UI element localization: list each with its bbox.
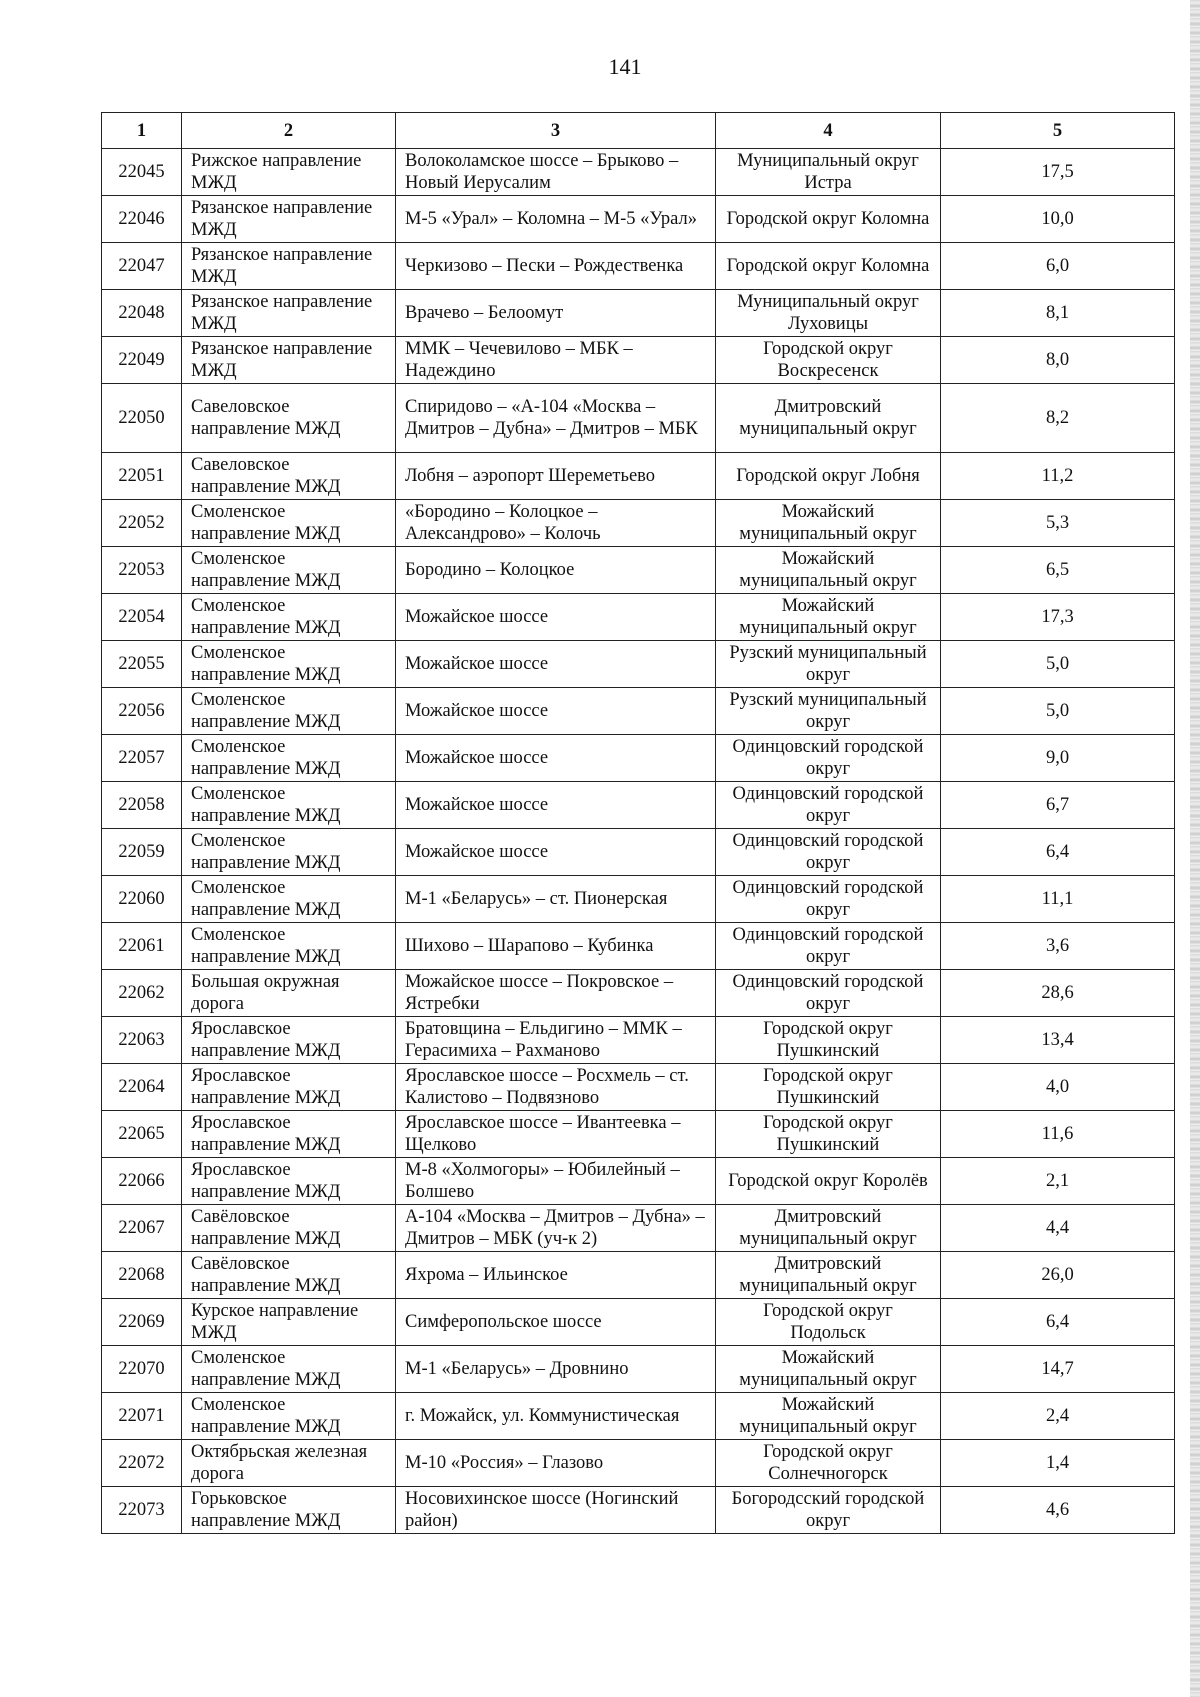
cell-route: Можайское шоссе – Покровское – Ястребки: [396, 970, 716, 1017]
cell-number: 22051: [102, 453, 182, 500]
column-header: 4: [716, 113, 941, 149]
cell-number: 22073: [102, 1487, 182, 1534]
cell-district: Городской округ Солнечногорск: [716, 1440, 941, 1487]
cell-length: 8,1: [941, 290, 1175, 337]
cell-route: М-1 «Беларусь» – ст. Пионерская: [396, 876, 716, 923]
cell-route: Можайское шоссе: [396, 688, 716, 735]
table-row: [102, 688, 1175, 735]
cell-district: Городской округ Пушкинский: [716, 1064, 941, 1111]
cell-route: Носовихинское шоссе (Ногинский район): [396, 1487, 716, 1534]
cell-number: 22046: [102, 196, 182, 243]
cell-direction: Рязанское направление МЖД: [182, 290, 396, 337]
cell-length: 11,1: [941, 876, 1175, 923]
cell-direction: Смоленское направление МЖД: [182, 500, 396, 547]
cell-direction: Рязанское направление МЖД: [182, 243, 396, 290]
table-row: [102, 149, 1175, 196]
cell-route: Лобня – аэропорт Шереметьево: [396, 453, 716, 500]
table-row: [102, 1111, 1175, 1158]
cell-length: 10,0: [941, 196, 1175, 243]
cell-route: Шихово – Шарапово – Кубинка: [396, 923, 716, 970]
cell-route: Спиридово – «А-104 «Москва – Дмитров – Дубна» – Дмитров – МБК: [396, 384, 716, 453]
cell-number: 22061: [102, 923, 182, 970]
cell-direction: Смоленское направление МЖД: [182, 641, 396, 688]
cell-length: 5,3: [941, 500, 1175, 547]
cell-district: Рузский муниципальный округ: [716, 688, 941, 735]
cell-district: Одинцовский городской округ: [716, 782, 941, 829]
column-header: 1: [102, 113, 182, 149]
table-row: [102, 829, 1175, 876]
cell-length: 28,6: [941, 970, 1175, 1017]
cell-direction: Смоленское направление МЖД: [182, 1393, 396, 1440]
cell-number: 22052: [102, 500, 182, 547]
cell-route: Ярославское шоссе – Ивантеевка – Щелково: [396, 1111, 716, 1158]
cell-route: «Бородино – Колоцкое – Александрово» – Колочь: [396, 500, 716, 547]
cell-direction: Октябрьская железная дорога: [182, 1440, 396, 1487]
cell-number: 22048: [102, 290, 182, 337]
table-row: [102, 243, 1175, 290]
cell-length: 4,0: [941, 1064, 1175, 1111]
cell-length: 17,5: [941, 149, 1175, 196]
cell-direction: Смоленское направление МЖД: [182, 688, 396, 735]
cell-number: 22064: [102, 1064, 182, 1111]
cell-district: Одинцовский городской округ: [716, 735, 941, 782]
table-row: [102, 641, 1175, 688]
scan-edge-artifact: [1190, 0, 1200, 1697]
cell-district: Одинцовский городской округ: [716, 876, 941, 923]
cell-direction: Рязанское направление МЖД: [182, 337, 396, 384]
cell-route: Можайское шоссе: [396, 829, 716, 876]
cell-route: Симферопольское шоссе: [396, 1299, 716, 1346]
cell-number: 22063: [102, 1017, 182, 1064]
cell-direction: Смоленское направление МЖД: [182, 876, 396, 923]
cell-number: 22056: [102, 688, 182, 735]
table-row: [102, 1299, 1175, 1346]
cell-route: Бородино – Колоцкое: [396, 547, 716, 594]
cell-district: Городской округ Коломна: [716, 196, 941, 243]
cell-direction: Смоленское направление МЖД: [182, 735, 396, 782]
table-row: [102, 1440, 1175, 1487]
cell-district: Городской округ Лобня: [716, 453, 941, 500]
cell-district: Можайский муниципальный округ: [716, 1346, 941, 1393]
table-row: [102, 337, 1175, 384]
cell-route: М-8 «Холмогоры» – Юбилейный – Болшево: [396, 1158, 716, 1205]
cell-district: Можайский муниципальный округ: [716, 594, 941, 641]
cell-length: 2,1: [941, 1158, 1175, 1205]
cell-number: 22049: [102, 337, 182, 384]
cell-direction: Ярославское направление МЖД: [182, 1064, 396, 1111]
cell-direction: Савеловское направление МЖД: [182, 453, 396, 500]
cell-direction: Ярославское направление МЖД: [182, 1158, 396, 1205]
cell-route: ММК – Чечевилово – МБК – Надеждино: [396, 337, 716, 384]
table-row: [102, 782, 1175, 829]
cell-direction: Смоленское направление МЖД: [182, 923, 396, 970]
cell-length: 1,4: [941, 1440, 1175, 1487]
cell-number: 22059: [102, 829, 182, 876]
cell-district: Муниципальный округ Луховицы: [716, 290, 941, 337]
table-row: [102, 384, 1175, 453]
cell-direction: Горьковское направление МЖД: [182, 1487, 396, 1534]
cell-direction: Рязанское направление МЖД: [182, 196, 396, 243]
table-row: [102, 1064, 1175, 1111]
table-row: [102, 547, 1175, 594]
cell-number: 22070: [102, 1346, 182, 1393]
cell-number: 22047: [102, 243, 182, 290]
cell-number: 22071: [102, 1393, 182, 1440]
cell-length: 11,6: [941, 1111, 1175, 1158]
header-row: [102, 113, 1175, 149]
cell-district: Городской округ Подольск: [716, 1299, 941, 1346]
table-row: [102, 876, 1175, 923]
table-row: [102, 970, 1175, 1017]
table-row: [102, 196, 1175, 243]
cell-route: Яхрома – Ильинское: [396, 1252, 716, 1299]
table-row: [102, 1017, 1175, 1064]
cell-direction: Савеловское направление МЖД: [182, 384, 396, 453]
cell-district: Рузский муниципальный округ: [716, 641, 941, 688]
table-row: [102, 290, 1175, 337]
table-row: [102, 500, 1175, 547]
table-row: [102, 1393, 1175, 1440]
cell-direction: Савёловское направление МЖД: [182, 1252, 396, 1299]
cell-length: 6,4: [941, 1299, 1175, 1346]
cell-direction: Ярославское направление МЖД: [182, 1017, 396, 1064]
cell-number: 22058: [102, 782, 182, 829]
cell-direction: Смоленское направление МЖД: [182, 782, 396, 829]
cell-district: Богородсский городской округ: [716, 1487, 941, 1534]
cell-district: Одинцовский городской округ: [716, 829, 941, 876]
cell-length: 11,2: [941, 453, 1175, 500]
cell-direction: Рижское направление МЖД: [182, 149, 396, 196]
cell-district: Городской округ Пушкинский: [716, 1017, 941, 1064]
cell-length: 2,4: [941, 1393, 1175, 1440]
column-header: 5: [941, 113, 1175, 149]
cell-length: 13,4: [941, 1017, 1175, 1064]
cell-number: 22054: [102, 594, 182, 641]
cell-number: 22057: [102, 735, 182, 782]
cell-route: М-5 «Урал» – Коломна – М-5 «Урал»: [396, 196, 716, 243]
cell-length: 26,0: [941, 1252, 1175, 1299]
cell-direction: Савёловское направление МЖД: [182, 1205, 396, 1252]
cell-route: М-10 «Россия» – Глазово: [396, 1440, 716, 1487]
cell-number: 22053: [102, 547, 182, 594]
table-row: [102, 453, 1175, 500]
cell-route: Волоколамское шоссе – Брыково – Новый Иерусалим: [396, 149, 716, 196]
cell-number: 22072: [102, 1440, 182, 1487]
cell-length: 6,0: [941, 243, 1175, 290]
cell-length: 4,4: [941, 1205, 1175, 1252]
cell-number: 22069: [102, 1299, 182, 1346]
cell-district: Дмитровский муниципальный округ: [716, 1252, 941, 1299]
cell-district: Городской округ Коломна: [716, 243, 941, 290]
cell-route: Ярославское шоссе – Росхмель – ст. Калистово – Подвязново: [396, 1064, 716, 1111]
cell-direction: Смоленское направление МЖД: [182, 594, 396, 641]
cell-district: Городской округ Воскресенск: [716, 337, 941, 384]
cell-number: 22065: [102, 1111, 182, 1158]
cell-length: 6,4: [941, 829, 1175, 876]
cell-direction: Смоленское направление МЖД: [182, 547, 396, 594]
table-row: [102, 1252, 1175, 1299]
cell-district: Муниципальный округ Истра: [716, 149, 941, 196]
cell-direction: Ярославское направление МЖД: [182, 1111, 396, 1158]
cell-route: Можайское шоссе: [396, 594, 716, 641]
cell-length: 8,0: [941, 337, 1175, 384]
cell-direction: Большая окружная дорога: [182, 970, 396, 1017]
table-row: [102, 594, 1175, 641]
column-header: 3: [396, 113, 716, 149]
cell-district: Дмитровский муниципальный округ: [716, 384, 941, 453]
cell-length: 4,6: [941, 1487, 1175, 1534]
cell-length: 6,7: [941, 782, 1175, 829]
cell-district: Можайский муниципальный округ: [716, 1393, 941, 1440]
cell-route: А-104 «Москва – Дмитров – Дубна» – Дмитров – МБК (уч-к 2): [396, 1205, 716, 1252]
cell-district: Одинцовский городской округ: [716, 970, 941, 1017]
cell-number: 22060: [102, 876, 182, 923]
cell-direction: Курское направление МЖД: [182, 1299, 396, 1346]
registry-table: [101, 112, 1175, 1534]
cell-length: 6,5: [941, 547, 1175, 594]
cell-number: 22068: [102, 1252, 182, 1299]
cell-district: Можайский муниципальный округ: [716, 500, 941, 547]
cell-number: 22066: [102, 1158, 182, 1205]
cell-route: Врачево – Белоомут: [396, 290, 716, 337]
table-row: [102, 1205, 1175, 1252]
table-row: [102, 923, 1175, 970]
cell-length: 17,3: [941, 594, 1175, 641]
cell-length: 9,0: [941, 735, 1175, 782]
cell-number: 22055: [102, 641, 182, 688]
cell-route: г. Можайск, ул. Коммунистическая: [396, 1393, 716, 1440]
column-header: 2: [182, 113, 396, 149]
cell-route: Можайское шоссе: [396, 641, 716, 688]
table-row: [102, 1346, 1175, 1393]
table-row: [102, 1487, 1175, 1534]
cell-number: 22067: [102, 1205, 182, 1252]
cell-district: Дмитровский муниципальный округ: [716, 1205, 941, 1252]
cell-length: 5,0: [941, 688, 1175, 735]
cell-number: 22062: [102, 970, 182, 1017]
cell-number: 22045: [102, 149, 182, 196]
cell-route: Можайское шоссе: [396, 735, 716, 782]
table-row: [102, 1158, 1175, 1205]
cell-route: М-1 «Беларусь» – Дровнино: [396, 1346, 716, 1393]
table-row: [102, 735, 1175, 782]
cell-district: Городской округ Королёв: [716, 1158, 941, 1205]
page-number: 141: [608, 54, 642, 79]
cell-route: Братовщина – Ельдигино – ММК – Герасимиха – Рахманово: [396, 1017, 716, 1064]
cell-district: Можайский муниципальный округ: [716, 547, 941, 594]
cell-route: Можайское шоссе: [396, 782, 716, 829]
cell-number: 22050: [102, 384, 182, 453]
cell-length: 3,6: [941, 923, 1175, 970]
cell-length: 5,0: [941, 641, 1175, 688]
cell-district: Городской округ Пушкинский: [716, 1111, 941, 1158]
cell-length: 8,2: [941, 384, 1175, 453]
cell-direction: Смоленское направление МЖД: [182, 1346, 396, 1393]
cell-district: Одинцовский городской округ: [716, 923, 941, 970]
cell-direction: Смоленское направление МЖД: [182, 829, 396, 876]
cell-route: Черкизово – Пески – Рождественка: [396, 243, 716, 290]
cell-length: 14,7: [941, 1346, 1175, 1393]
